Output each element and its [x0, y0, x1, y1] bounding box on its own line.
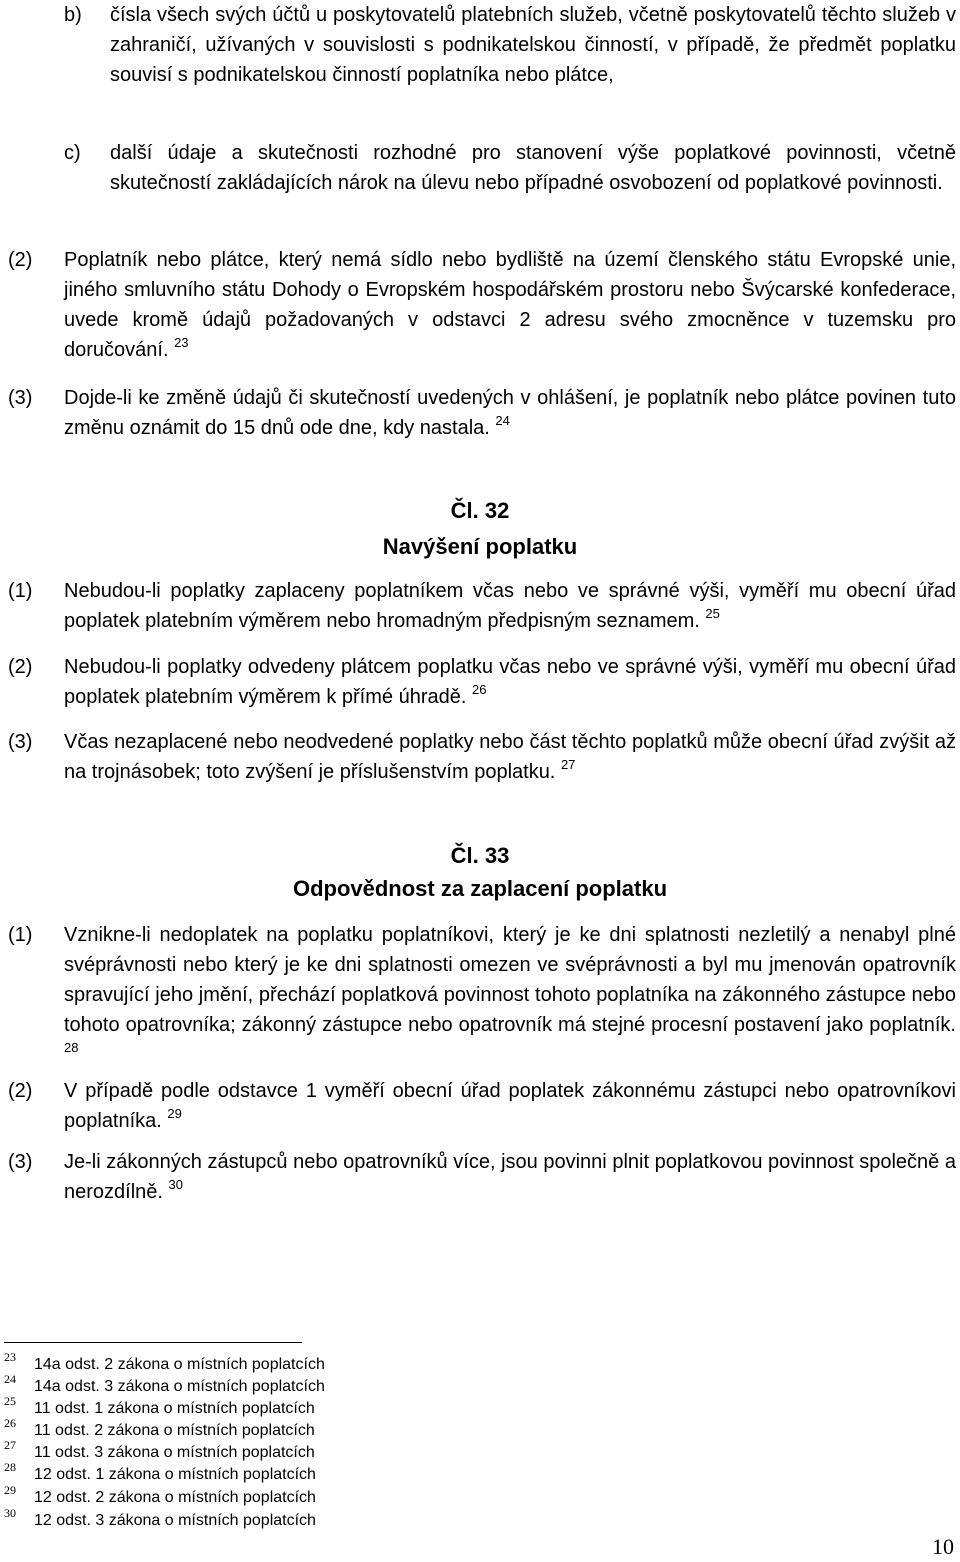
paragraph-label: (2): [8, 656, 33, 678]
item-c-text: další údaje a skutečnosti rozhodné pro stanovení výše poplatkové povinnosti, včetně skutečností zakládajících nárok na úlevu nebo případné osvobození od poplatkové povinnosti.: [110, 142, 956, 194]
footnote: [4, 1460, 316, 1486]
paragraph-text: [64, 652, 956, 712]
paragraph-label: (1): [8, 580, 33, 602]
footnote: [4, 1372, 325, 1398]
footnote: [4, 1416, 315, 1442]
page-number: 10: [932, 1534, 954, 1559]
paragraph-3: [8, 383, 956, 443]
footnote-ref: 28: [64, 1040, 79, 1055]
paragraph-text: [64, 383, 956, 443]
paragraph-text: [64, 576, 956, 636]
footnote-text: 12 odst. 3 zákona o místních poplatcích: [34, 1512, 316, 1529]
article-title: Odpovědnost za zaplacení poplatku: [292, 876, 668, 901]
paragraph-3: [8, 1147, 956, 1207]
footnote-ref: 30: [168, 1177, 183, 1192]
article-number: Čl. 33: [450, 843, 510, 868]
paragraph-text: [64, 920, 956, 1070]
footnote-ref: 29: [167, 1106, 182, 1121]
paragraph-body: Vznikne-li nedoplatek na poplatku poplatníkovi, který je ke dni splatnosti nezletilý a nenabyl plné svéprávnosti nebo který je ke dni splatnosti omezen ve svéprávnosti a byl mu jmenován opatrovník spravující jeho jmění, přechází poplatková povinnost tohoto poplatníka na zákonného zástupce nebo tohoto opatrovníka; zákonný zástupce nebo opatrovník má stejné procesní postavení jako poplatník.: [64, 924, 956, 1036]
footnote-ref: 26: [471, 682, 487, 697]
paragraph-2: [8, 1076, 956, 1136]
paragraph-label: (1): [8, 924, 33, 946]
footnote-text: 14a odst. 2 zákona o místních poplatcích: [34, 1356, 325, 1373]
footnote: [4, 1506, 316, 1532]
paragraph-body: V případě podle odstavce 1 vyměří obecní úřad poplatek zákonnému zástupci nebo opatrovníkovi poplatníka.: [64, 1080, 956, 1132]
paragraph-3: [8, 727, 956, 787]
paragraph-label: (3): [8, 731, 33, 753]
paragraph-body: Je-li zákonných zástupců nebo opatrovníků více, jsou povinni plnit poplatkovou povinnost společně a nerozdílně.: [64, 1151, 956, 1203]
footnote-text: 11 odst. 3 zákona o místních poplatcích: [34, 1444, 315, 1461]
footnote-number: 25: [4, 1394, 16, 1408]
item-b-label: b): [64, 4, 82, 26]
paragraph-body: Dojde-li ke změně údajů či skutečností uvedených v ohlášení, je poplatník nebo plátce povinen tuto změnu oznámit do 15 dnů ode dne, kdy nastala.: [64, 387, 956, 439]
item-b-text: čísla všech svých účtů u poskytovatelů platebních služeb, včetně poskytovatelů těchto služeb v zahraničí, užívaných v souvislosti s podnikatelskou činností, v případě, že předmět poplatku souvisí s podnikatelskou činností poplatníka nebo plátce,: [110, 4, 956, 86]
paragraph-body: Poplatník nebo plátce, který nemá sídlo nebo bydliště na území členského státu Evropské unie, jiného smluvního státu Dohody o Evropském hospodářském prostoru nebo Švýcarské konfederace, uvede kromě údajů požadovaných v odstavci 2 adresu svého zmocněnce v tuzemsku pro doručování.: [64, 249, 956, 361]
paragraph-text: [64, 245, 956, 365]
paragraph-text: [64, 1076, 956, 1136]
footnote-ref: 27: [560, 757, 576, 772]
footnote-number: 30: [4, 1506, 16, 1520]
footnote-number: 29: [4, 1483, 16, 1497]
footnote-text: 14a odst. 3 zákona o místních poplatcích: [34, 1378, 325, 1395]
footnote-ref: 24: [495, 413, 510, 428]
paragraph-text: [64, 727, 956, 787]
footnote-text: 12 odst. 1 zákona o místních poplatcích: [34, 1466, 316, 1483]
footnote-text: 12 odst. 2 zákona o místních poplatcích: [34, 1489, 316, 1506]
paragraph-2: [8, 245, 956, 365]
paragraph-body: Včas nezaplacené nebo neodvedené poplatky nebo část těchto poplatků může obecní úřad zvýšit až na trojnásobek; toto zvýšení je příslušenstvím poplatku.: [64, 731, 956, 783]
paragraph-1: [8, 576, 956, 636]
footnote-ref: 25: [705, 606, 720, 621]
paragraph-label: (2): [8, 1080, 33, 1102]
footnote: [4, 1350, 325, 1376]
footnote-number: 28: [4, 1460, 16, 1474]
footnote-number: 23: [4, 1350, 16, 1364]
footnote-number: 27: [4, 1438, 16, 1452]
footnote: [4, 1394, 315, 1420]
paragraph-label: (2): [8, 249, 33, 271]
paragraph-label: (3): [8, 1151, 33, 1173]
article-number: Čl. 32: [450, 498, 510, 523]
footnote-separator: [4, 1342, 302, 1343]
paragraph-text: [64, 1147, 956, 1207]
footnote: [4, 1483, 316, 1509]
paragraph-body: Nebudou-li poplatky odvedeny plátcem poplatku včas nebo ve správné výši, vyměří mu obecní úřad poplatek platebním výměrem k přímé úhradě.: [64, 656, 956, 708]
footnote-ref: 23: [174, 335, 189, 350]
paragraph-body: Nebudou-li poplatky zaplaceny poplatníkem včas nebo ve správné výši, vyměří mu obecní úřad poplatek platebním výměrem nebo hromadným předpisným seznamem.: [64, 580, 956, 632]
paragraph-2: [8, 652, 956, 712]
article-title: Navýšení poplatku: [382, 534, 578, 559]
footnote-text: 11 odst. 2 zákona o místních poplatcích: [34, 1422, 315, 1439]
footnote-text: 11 odst. 1 zákona o místních poplatcích: [34, 1400, 315, 1417]
paragraph-1: [8, 920, 956, 1070]
footnote: [4, 1438, 315, 1464]
item-c-label: c): [64, 142, 81, 164]
footnote-number: 24: [4, 1372, 16, 1386]
footnote-number: 26: [4, 1416, 16, 1430]
paragraph-label: (3): [8, 387, 33, 409]
